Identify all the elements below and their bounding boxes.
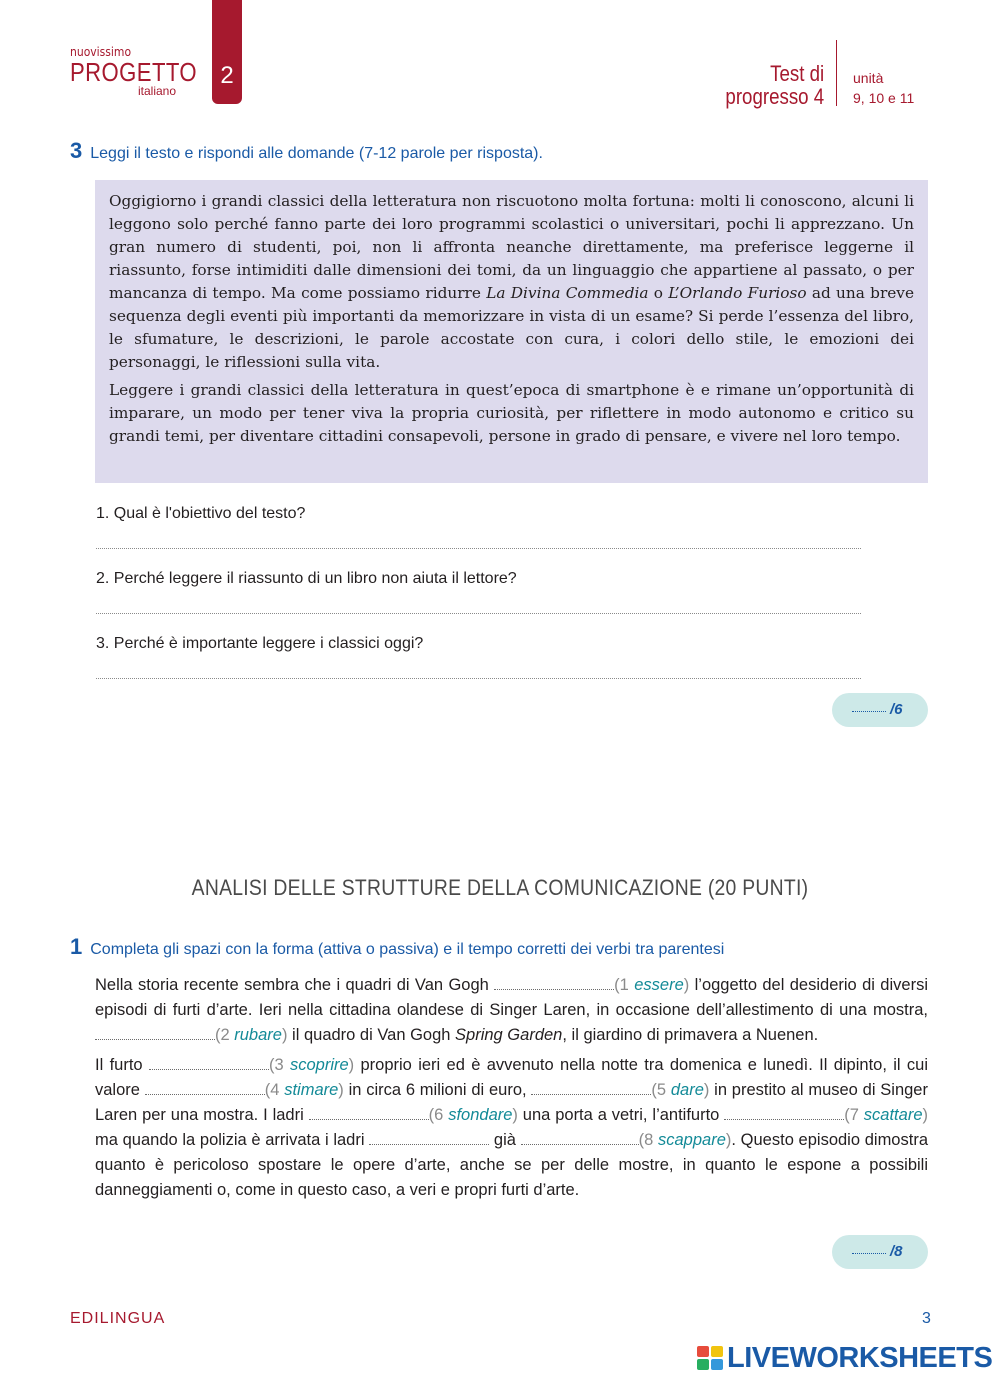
verb-hint-8: (8 scappare): [638, 1131, 732, 1149]
verb-hint-6: (6 sfondare): [428, 1106, 518, 1124]
exercise1-number: 1: [70, 934, 83, 959]
exercise1-heading: [70, 934, 724, 960]
verb-hint-4: (4 stimare): [264, 1081, 344, 1099]
question-1: 1. Qual è l'obiettivo del testo?: [96, 505, 306, 522]
section-title: ANALISI DELLE STRUTTURE DELLA COMUNICAZIONE (20 PUNTI): [191, 875, 809, 900]
unit-label: [853, 68, 914, 108]
verb-hint-2: (2 rubare): [215, 1026, 288, 1044]
unit-line1: unità: [853, 70, 884, 86]
exercise3-instruction: Leggi il testo e rispondi alle domande (7-12 parole per risposta).: [90, 145, 543, 162]
cloze-paragraph-2: Il furto (3 scoprire) proprio ieri ed è avvenuto nella notte tra domenica e lunedì. Il dipinto, il cui valore (4 stimare) in circa 6 milioni di euro, (5 dare) in prestito al museo di Singer Laren per una mostra. I ladri (6 sfondare) una porta a vetri, l’antifurto (7 scattare) ma quando la polizia è arrivata i ladri già (8 scappare). Questo episodio dimostra quanto è pericoloso spostare le opere d’arte, anche se per delle mostre, in quanto le espone a possibili danneggiamenti o, come in questo caso, a veri e propri furti d’arte.: [95, 1056, 929, 1199]
publisher-logo: EDILINGUA: [70, 1310, 166, 1327]
cloze-text: [95, 973, 928, 1208]
question-3: 3. Perché è importante leggere i classici oggi?: [96, 635, 424, 652]
score-blank[interactable]: [852, 711, 886, 712]
exercise1-instruction: Completa gli spazi con la forma (attiva o passiva) e il tempo corretti dei verbi tra parentesi: [90, 941, 725, 958]
blank-8a[interactable]: [369, 1133, 489, 1145]
level-tab: [212, 0, 242, 104]
level-number: 2: [220, 62, 234, 89]
book-title-divina-commedia: La Divina Commedia: [486, 284, 649, 302]
verb-hint-1: (1 essere): [614, 976, 690, 994]
verb-hint-7: (7 scattare): [844, 1106, 928, 1124]
passage-paragraph-2: Leggere i grandi classici della letteratura in quest’epoca di smartphone è e rimane un’opportunità di imparare, un modo per tener viva la propria curiosità, per riflettere in modo autonomo e critico su grandi temi, per diventare cittadini consapevoli, persone in grado di pensare, e vivere nel loro tempo.: [109, 381, 914, 445]
score-blank[interactable]: [852, 1253, 886, 1254]
cloze-paragraph-1: Nella storia recente sembra che i quadri di Van Gogh (1 essere) l’oggetto del desiderio di diversi episodi di furti d’arte. Ieri nella cittadina olandese di Singer Laren, in occasione dell’allestimento di una mostra, (2 rubare) il quadro di Van Gogh Spring Garden, il giardino di primavera a Nuenen.: [95, 976, 928, 1044]
score-total: /8: [890, 1243, 903, 1260]
blank-4[interactable]: [145, 1083, 265, 1095]
answer-line-3[interactable]: [96, 678, 861, 679]
reading-passage: [95, 180, 928, 483]
blank-2[interactable]: [95, 1028, 215, 1040]
verb-hint-5: (5 dare): [651, 1081, 710, 1099]
test-title-line1: Test di: [769, 61, 824, 86]
brand-top: nuovissimo: [70, 45, 132, 59]
blank-5[interactable]: [531, 1083, 651, 1095]
blank-8b[interactable]: [521, 1133, 639, 1145]
answer-line-1[interactable]: [96, 548, 861, 549]
blank-6[interactable]: [309, 1108, 429, 1120]
score-total: /6: [890, 701, 903, 718]
page-number: 3: [922, 1310, 931, 1327]
painting-title: Spring Garden: [455, 1026, 563, 1044]
score-badge-exercise1: [832, 1235, 928, 1269]
blank-7[interactable]: [724, 1108, 844, 1120]
test-title: [725, 62, 824, 108]
verb-hint-3: (3 scoprire): [268, 1056, 355, 1074]
blank-3[interactable]: [149, 1058, 269, 1070]
header-divider: [836, 40, 837, 106]
score-badge-exercise3: [832, 693, 928, 727]
exercise3-number: 3: [70, 138, 83, 163]
series-logo: [70, 46, 200, 98]
answer-line-2[interactable]: [96, 613, 861, 614]
liveworksheets-icon: [697, 1346, 723, 1370]
brand-main: PROGETTO: [70, 57, 198, 87]
test-title-line2: progresso 4: [725, 84, 824, 109]
blank-1[interactable]: [494, 978, 614, 990]
liveworksheets-watermark: [697, 1343, 992, 1373]
book-title-orlando-furioso: L’Orlando Furioso: [668, 284, 807, 302]
passage-paragraph-1: Oggigiorno i grandi classici della letteratura non riscuotono molta fortuna: molti li conoscono, alcuni li leggono solo perché fanno parte dei loro programmi scolastici o universitari, pochi li apprezzano. Un gran numero di studenti, poi, non li affronta neanche direttamente, ma preferisce leggerne il riassunto, forse intimiditi dalle dimensioni dei tomi, da un linguaggio che appartiene al passato, o per mancanza di tempo. Ma come possiamo ridurre La Divina Commedia o L’Orlando Furioso ad una breve sequenza degli eventi più importanti da memorizzare in vista di un esame? Si perde l’essenza del libro, le sfumature, le descrizioni, le parole accostate con cura, i colori dello stile, le emozioni dei personaggi, le riflessioni sulla vita.: [109, 192, 915, 371]
watermark-text: LIVEWORKSHEETS: [727, 1341, 993, 1374]
exercise3-heading: [70, 138, 543, 164]
brand-bottom: italiano: [138, 84, 177, 98]
unit-line2: 9, 10 e 11: [853, 90, 915, 106]
question-2: 2. Perché leggere il riassunto di un libro non aiuta il lettore?: [96, 570, 517, 587]
